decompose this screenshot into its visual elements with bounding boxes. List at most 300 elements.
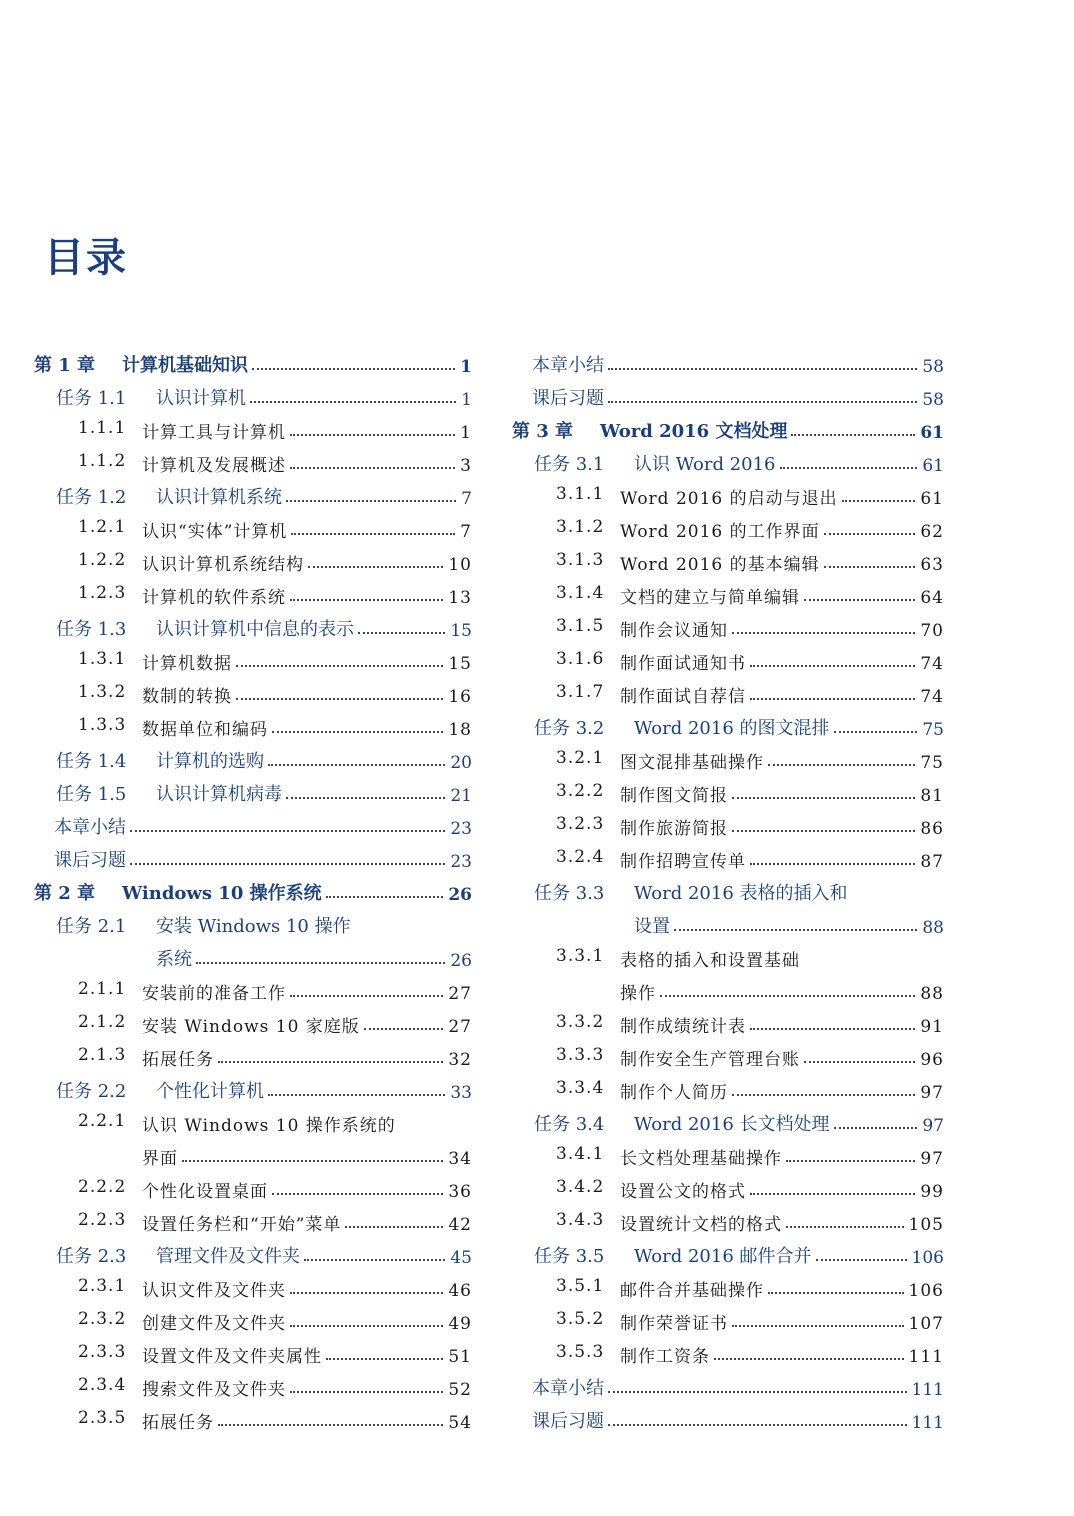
toc-entry-sec[interactable] <box>34 1301 472 1334</box>
toc-entry-task[interactable] <box>34 1235 472 1268</box>
toc-entry-label <box>532 384 604 410</box>
dot-leader <box>291 533 455 535</box>
toc-entry-label <box>556 517 820 542</box>
toc-page-number: 74 <box>920 654 944 674</box>
toc-entry-misc[interactable] <box>512 377 944 410</box>
toc-entry-label <box>78 1210 341 1235</box>
toc-entry-sec[interactable] <box>34 707 472 740</box>
toc-entry-number: 3.3.4 <box>556 1078 605 1098</box>
toc-entry-sec[interactable] <box>34 971 472 1004</box>
toc-entry-label <box>78 418 286 443</box>
toc-entry-title: 认识 Word 2016 <box>634 454 776 475</box>
toc-page-number: 111 <box>908 1347 944 1367</box>
toc-entry-title: 认识计算机病毒 <box>156 784 282 805</box>
toc-entry-sec[interactable] <box>512 1037 944 1070</box>
toc-page-number: 27 <box>448 1017 472 1037</box>
toc-entry-sec[interactable] <box>512 1136 944 1169</box>
toc-entry-label <box>34 879 322 905</box>
toc-page-number: 27 <box>448 984 472 1004</box>
toc-entry-title: 认识计算机中信息的表示 <box>156 619 354 640</box>
toc-page-number: 49 <box>448 1314 472 1334</box>
toc-entry-sec[interactable] <box>512 575 944 608</box>
toc-entry-number: 任务 3.5 <box>534 1246 605 1267</box>
toc-entry-label <box>534 714 830 740</box>
toc-entry-title: 制作安全生产管理台账 <box>620 1050 800 1070</box>
toc-page-number: 61 <box>920 423 944 443</box>
toc-entry-title: 管理文件及文件夹 <box>156 1246 300 1267</box>
toc-entry-title: 本章小结 <box>54 817 126 838</box>
toc-entry-sec[interactable] <box>34 575 472 608</box>
toc-page-number: 1 <box>460 357 472 377</box>
dot-leader <box>250 401 456 403</box>
toc-entry-number: 2.2.1 <box>78 1111 127 1131</box>
toc-entry-title: 搜索文件及文件夹 <box>142 1380 286 1400</box>
dot-leader <box>732 830 915 832</box>
dot-leader <box>182 1160 443 1162</box>
toc-entry-title: 安装 Windows 10 操作 <box>156 916 351 937</box>
toc-page-number: 15 <box>448 654 472 674</box>
toc-page-number: 91 <box>920 1017 944 1037</box>
toc-entry-sec[interactable] <box>34 1367 472 1400</box>
toc-entry-misc[interactable] <box>34 839 472 872</box>
toc-entry-sec[interactable] <box>512 1202 944 1235</box>
toc-entry-label <box>556 1210 782 1235</box>
toc-page-number: 32 <box>448 1050 472 1070</box>
dot-leader <box>786 1226 904 1228</box>
toc-entry-title: 认识计算机 <box>156 388 246 409</box>
toc-entry-sec[interactable] <box>34 443 472 476</box>
toc-entry-label <box>156 945 192 971</box>
toc-entry-chapter[interactable] <box>34 344 472 377</box>
dot-leader <box>768 1292 904 1294</box>
toc-page-number: 63 <box>920 555 944 575</box>
dot-leader <box>834 731 918 733</box>
toc-entry-label <box>142 1144 178 1169</box>
toc-page-number: 1 <box>461 390 472 410</box>
toc-entry-title: 图文混排基础操作 <box>620 753 764 773</box>
toc-entry-title: 表格的插入和设置基础 <box>620 951 800 971</box>
dot-leader <box>791 434 915 436</box>
toc-entry-sec[interactable] <box>34 1037 472 1070</box>
toc-entry-label <box>34 351 248 377</box>
toc-page-number: 74 <box>920 687 944 707</box>
dot-leader <box>290 467 455 469</box>
dot-leader <box>290 599 443 601</box>
toc-entry-sec[interactable] <box>512 1004 944 1037</box>
toc-entry-title: 制作会议通知 <box>620 621 728 641</box>
toc-entry-number: 任务 1.3 <box>56 619 127 640</box>
toc-entry-number: 1.3.3 <box>78 715 127 735</box>
toc-entry-title: 认识计算机系统 <box>156 487 282 508</box>
toc-entry-number: 任务 2.1 <box>56 916 127 937</box>
toc-entry-sec[interactable] <box>512 608 944 641</box>
toc-entry-title: 制作个人简历 <box>620 1083 728 1103</box>
toc-entry-task[interactable] <box>512 707 944 740</box>
dot-leader <box>842 500 916 502</box>
toc-entry-number: 任务 2.3 <box>56 1246 127 1267</box>
toc-entry-title: 计算机及发展概述 <box>142 456 286 476</box>
toc-entry-number: 任务 3.4 <box>534 1114 605 1135</box>
toc-entry-number: 2.1.1 <box>78 979 127 999</box>
toc-entry-sec[interactable] <box>34 509 472 542</box>
toc-entry-task[interactable] <box>34 377 472 410</box>
toc-entry-task[interactable] <box>512 872 944 905</box>
toc-entry-label <box>78 1342 322 1367</box>
toc-entry-sec[interactable] <box>512 773 944 806</box>
toc-entry-label <box>556 1309 728 1334</box>
toc-page-number: 87 <box>920 852 944 872</box>
toc-entry-label <box>534 879 848 905</box>
toc-entry-number: 2.3.4 <box>78 1375 127 1395</box>
toc-entry-sec[interactable] <box>512 1334 944 1367</box>
toc-column-left <box>34 344 472 1433</box>
toc-entry-task[interactable] <box>34 608 472 641</box>
toc-entry-number: 任务 3.2 <box>534 718 605 739</box>
toc-entry-sec[interactable] <box>34 542 472 575</box>
toc-entry-label <box>556 847 746 872</box>
toc-entry-sec[interactable] <box>34 1202 472 1235</box>
toc-entry-label <box>78 979 286 1004</box>
toc-entry-misc[interactable] <box>512 1400 944 1433</box>
toc-page-number: 75 <box>922 720 944 740</box>
toc-entry-label <box>78 715 268 740</box>
toc-page-number: 97 <box>920 1083 944 1103</box>
toc-entry-title: 认识文件及文件夹 <box>142 1281 286 1301</box>
dot-leader <box>272 1193 443 1195</box>
toc-page-number: 20 <box>450 753 472 773</box>
toc-page-number: 10 <box>448 555 472 575</box>
toc-entry-label <box>78 1177 268 1202</box>
toc-entry-label <box>56 1242 300 1268</box>
toc-entry-task[interactable] <box>34 773 472 806</box>
toc-entry-task[interactable] <box>34 905 472 938</box>
toc-entry-title: 制作工资条 <box>620 1347 710 1367</box>
toc-entry-title: Word 2016 的基本编辑 <box>620 555 820 575</box>
toc-entry-number: 1.2.2 <box>78 550 127 570</box>
toc-entry-sec[interactable] <box>34 674 472 707</box>
toc-entry-title: 制作旅游简报 <box>620 819 728 839</box>
toc-entry-label <box>556 1342 710 1367</box>
toc-entry-number: 1.2.1 <box>78 517 127 537</box>
toc-entry-chapter[interactable] <box>512 410 944 443</box>
toc-page-number: 62 <box>920 522 944 542</box>
toc-entry-title: 课后习题 <box>532 388 604 409</box>
toc-entry-number: 3.3.1 <box>556 946 605 966</box>
toc-entry-label <box>56 780 282 806</box>
toc-entry-sec[interactable] <box>512 806 944 839</box>
toc-page-number: 15 <box>450 621 472 641</box>
toc-entry-label <box>556 1144 782 1169</box>
toc-entry-number: 2.1.3 <box>78 1045 127 1065</box>
toc-entry-title: 操作 <box>620 984 656 1004</box>
toc-entry-label <box>556 616 728 641</box>
toc-entry-task[interactable] <box>512 443 944 476</box>
toc-page-number: 23 <box>450 819 472 839</box>
toc-entry-label <box>532 1374 604 1400</box>
toc-entry-title: 设置公文的格式 <box>620 1182 746 1202</box>
toc-entry-title: 设置 <box>634 916 670 937</box>
dot-leader <box>345 1226 443 1228</box>
dot-leader <box>268 764 445 766</box>
toc-entry-title: 认识计算机系统结构 <box>142 555 304 575</box>
toc-entry-label <box>556 1045 800 1070</box>
toc-page-number: 61 <box>922 456 944 476</box>
toc-entry-number: 3.2.4 <box>556 847 605 867</box>
toc-entry-misc[interactable] <box>512 344 944 377</box>
toc-entry-title: Word 2016 的启动与退出 <box>620 489 838 509</box>
toc-entry-title: 文档的建立与简单编辑 <box>620 588 800 608</box>
toc-page-number: 61 <box>920 489 944 509</box>
toc-entry-label <box>78 1012 360 1037</box>
toc-page-number: 7 <box>461 489 472 509</box>
toc-entry-title: 认识 Windows 10 操作系统的 <box>142 1116 396 1136</box>
toc-page-number: 3 <box>460 456 472 476</box>
toc-entry-number: 3.1.7 <box>556 682 605 702</box>
dot-leader <box>218 1424 443 1426</box>
toc-entry-cont-task[interactable] <box>34 938 472 971</box>
toc-entry-title: 安装 Windows 10 家庭版 <box>142 1017 360 1037</box>
toc-entry-number: 3.4.2 <box>556 1177 605 1197</box>
toc-entry-sec[interactable] <box>512 740 944 773</box>
toc-entry-label <box>556 682 746 707</box>
dot-leader <box>608 368 917 370</box>
toc-entry-label <box>532 351 604 377</box>
toc-entry-number: 任务 1.4 <box>56 751 127 772</box>
toc-page-number: 7 <box>460 522 472 542</box>
toc-entry-number: 2.3.1 <box>78 1276 127 1296</box>
dot-leader <box>732 1094 915 1096</box>
toc-entry-label <box>78 1045 214 1070</box>
toc-entry-label <box>78 517 287 542</box>
toc-entry-number: 3.1.4 <box>556 583 605 603</box>
toc-entry-title: 拓展任务 <box>142 1050 214 1070</box>
toc-entry-title: 制作面试通知书 <box>620 654 746 674</box>
toc-entry-misc[interactable] <box>512 1367 944 1400</box>
toc-page-number: 111 <box>911 1413 944 1433</box>
toc-entry-label <box>556 1177 746 1202</box>
toc-entry-task[interactable] <box>512 1103 944 1136</box>
toc-entry-number: 1.1.2 <box>78 451 127 471</box>
toc-entry-label <box>56 384 246 410</box>
toc-entry-number: 2.2.2 <box>78 1177 127 1197</box>
toc-entry-number: 3.4.1 <box>556 1144 605 1164</box>
toc-page-number: 97 <box>922 1116 944 1136</box>
toc-entry-label <box>56 1077 264 1103</box>
dot-leader <box>750 863 915 865</box>
toc-entry-label <box>78 451 286 476</box>
toc-page-number: 70 <box>920 621 944 641</box>
toc-entry-title: 长文档处理基础操作 <box>620 1149 782 1169</box>
dot-leader <box>608 1424 907 1426</box>
toc-entry-sec[interactable] <box>512 1070 944 1103</box>
toc-entry-number: 3.4.3 <box>556 1210 605 1230</box>
toc-page-number: 106 <box>908 1281 944 1301</box>
toc-entry-label <box>512 417 787 443</box>
toc-entry-label <box>78 1408 214 1433</box>
dot-leader <box>608 401 917 403</box>
toc-entry-sec[interactable] <box>512 509 944 542</box>
toc-entry-label <box>78 550 304 575</box>
toc-page-number: 58 <box>922 390 944 410</box>
dot-leader <box>768 764 915 766</box>
toc-entry-cont-sec[interactable] <box>512 971 944 1004</box>
dot-leader <box>714 1358 904 1360</box>
toc-page-number: 99 <box>920 1182 944 1202</box>
toc-page-number: 52 <box>448 1380 472 1400</box>
toc-entry-number: 1.3.1 <box>78 649 127 669</box>
toc-entry-label <box>556 550 820 575</box>
toc-entry-title: 拓展任务 <box>142 1413 214 1433</box>
toc-entry-label <box>78 1309 286 1334</box>
dot-leader <box>732 1325 904 1327</box>
toc-entry-sec[interactable] <box>34 1400 472 1433</box>
dot-leader <box>218 1061 443 1063</box>
dot-leader <box>816 1259 907 1261</box>
toc-entry-label <box>556 1276 764 1301</box>
toc-entry-sec[interactable] <box>512 1169 944 1202</box>
toc-entry-number: 1.2.3 <box>78 583 127 603</box>
toc-entry-title: 课后习题 <box>532 1411 604 1432</box>
toc-page-number: 54 <box>448 1413 472 1433</box>
toc-entry-title: 个性化计算机 <box>156 1081 264 1102</box>
toc-entry-label <box>56 912 351 938</box>
toc-page-number: 1 <box>460 423 472 443</box>
toc-entry-title: 计算机的软件系统 <box>142 588 286 608</box>
dot-leader <box>290 1292 443 1294</box>
toc-entry-label <box>54 846 126 872</box>
toc-entry-number: 3.3.3 <box>556 1045 605 1065</box>
toc-entry-title: 创建文件及文件夹 <box>142 1314 286 1334</box>
toc-entry-misc[interactable] <box>34 806 472 839</box>
dot-leader <box>272 731 443 733</box>
toc-page-number: 13 <box>448 588 472 608</box>
dot-leader <box>750 698 915 700</box>
dot-leader <box>804 1061 915 1063</box>
toc-entry-title: Word 2016 邮件合并 <box>634 1246 812 1267</box>
toc-entry-task[interactable] <box>34 476 472 509</box>
toc-entry-label <box>620 979 656 1004</box>
toc-entry-number: 任务 2.2 <box>56 1081 127 1102</box>
toc-entry-sec[interactable] <box>512 1268 944 1301</box>
dot-leader <box>750 665 915 667</box>
toc-page-number: 88 <box>922 918 944 938</box>
toc-entry-sec[interactable] <box>34 410 472 443</box>
toc-entry-label <box>556 781 728 806</box>
dot-leader <box>824 533 916 535</box>
toc-entry-title: Word 2016 的工作界面 <box>620 522 820 542</box>
dot-leader <box>130 830 445 832</box>
dot-leader <box>290 1391 443 1393</box>
toc-entry-title: 设置任务栏和“开始”菜单 <box>142 1215 342 1235</box>
toc-page-number: 42 <box>448 1215 472 1235</box>
toc-entry-sec[interactable] <box>512 839 944 872</box>
toc-entry-number: 任务 1.5 <box>56 784 127 805</box>
toc-column-right <box>512 344 944 1433</box>
toc-entry-title: 设置文件及文件夹属性 <box>142 1347 322 1367</box>
toc-entry-title: 制作成绩统计表 <box>620 1017 746 1037</box>
toc-page-number: 26 <box>450 951 472 971</box>
toc-entry-task[interactable] <box>34 740 472 773</box>
toc-page-number: 46 <box>448 1281 472 1301</box>
toc-page-number: 88 <box>920 984 944 1004</box>
toc-entry-sec[interactable] <box>34 1334 472 1367</box>
toc-entry-sec[interactable] <box>512 1301 944 1334</box>
toc-entry-sec[interactable] <box>512 641 944 674</box>
toc-page-number: 16 <box>448 687 472 707</box>
toc-entry-title: 计算机的选购 <box>156 751 264 772</box>
toc-entry-chapter[interactable] <box>34 872 472 905</box>
toc-entry-number: 第 3 章 <box>512 421 574 442</box>
dot-leader <box>236 698 443 700</box>
toc-entry-cont-sec[interactable] <box>34 1136 472 1169</box>
toc-entry-title: 制作图文简报 <box>620 786 728 806</box>
toc-entry-number: 3.2.3 <box>556 814 605 834</box>
toc-entry-label <box>78 682 232 707</box>
toc-entry-label <box>78 583 286 608</box>
toc-entry-sec[interactable] <box>512 938 944 971</box>
toc-entry-number: 3.5.3 <box>556 1342 605 1362</box>
dot-leader <box>286 797 445 799</box>
toc-page-number: 75 <box>920 753 944 773</box>
toc-page-number: 64 <box>920 588 944 608</box>
dot-leader <box>304 1259 445 1261</box>
dot-leader <box>732 797 915 799</box>
toc-entry-sec[interactable] <box>34 1169 472 1202</box>
dot-leader <box>674 929 917 931</box>
toc-page-number: 45 <box>450 1248 472 1268</box>
toc-entry-sec[interactable] <box>34 1103 472 1136</box>
toc-entry-label <box>78 649 232 674</box>
toc-entry-title: 认识“实体”计算机 <box>142 522 288 542</box>
toc-entry-number: 第 2 章 <box>34 883 96 904</box>
toc-entry-title: Word 2016 表格的插入和 <box>634 883 848 904</box>
toc-entry-label <box>556 649 746 674</box>
toc-entry-number: 2.1.2 <box>78 1012 127 1032</box>
toc-entry-title: 本章小结 <box>532 355 604 376</box>
toc-entry-sec[interactable] <box>34 641 472 674</box>
toc-entry-number: 1.1.1 <box>78 418 127 438</box>
toc-entry-title: Word 2016 长文档处理 <box>634 1114 830 1135</box>
toc-entry-number: 任务 3.1 <box>534 454 605 475</box>
toc-entry-sec[interactable] <box>34 1268 472 1301</box>
toc-entry-cont-task[interactable] <box>512 905 944 938</box>
dot-leader <box>804 599 915 601</box>
toc-page-number: 86 <box>920 819 944 839</box>
toc-entry-sec[interactable] <box>34 1004 472 1037</box>
toc-page-number: 21 <box>450 786 472 806</box>
toc-entry-task[interactable] <box>512 1235 944 1268</box>
toc-entry-sec[interactable] <box>512 542 944 575</box>
toc-entry-number: 2.3.5 <box>78 1408 127 1428</box>
toc-entry-label <box>532 1407 604 1433</box>
toc-page-number: 58 <box>922 357 944 377</box>
toc-entry-sec[interactable] <box>512 674 944 707</box>
toc-page-number: 105 <box>908 1215 944 1235</box>
toc-entry-number: 3.1.6 <box>556 649 605 669</box>
toc-entry-number: 任务 1.2 <box>56 487 127 508</box>
toc-entry-sec[interactable] <box>512 476 944 509</box>
dot-leader <box>326 1358 443 1360</box>
toc-entry-label <box>556 1012 746 1037</box>
dot-leader <box>608 1391 907 1393</box>
toc-entry-title: 安装前的准备工作 <box>142 984 286 1004</box>
page-title: 目录 <box>44 235 128 281</box>
toc-entry-label <box>556 1078 728 1103</box>
toc-entry-number: 任务 3.3 <box>534 883 605 904</box>
toc-entry-number: 第 1 章 <box>34 355 96 376</box>
toc-entry-task[interactable] <box>34 1070 472 1103</box>
toc-entry-title: Word 2016 的图文混排 <box>634 718 830 739</box>
